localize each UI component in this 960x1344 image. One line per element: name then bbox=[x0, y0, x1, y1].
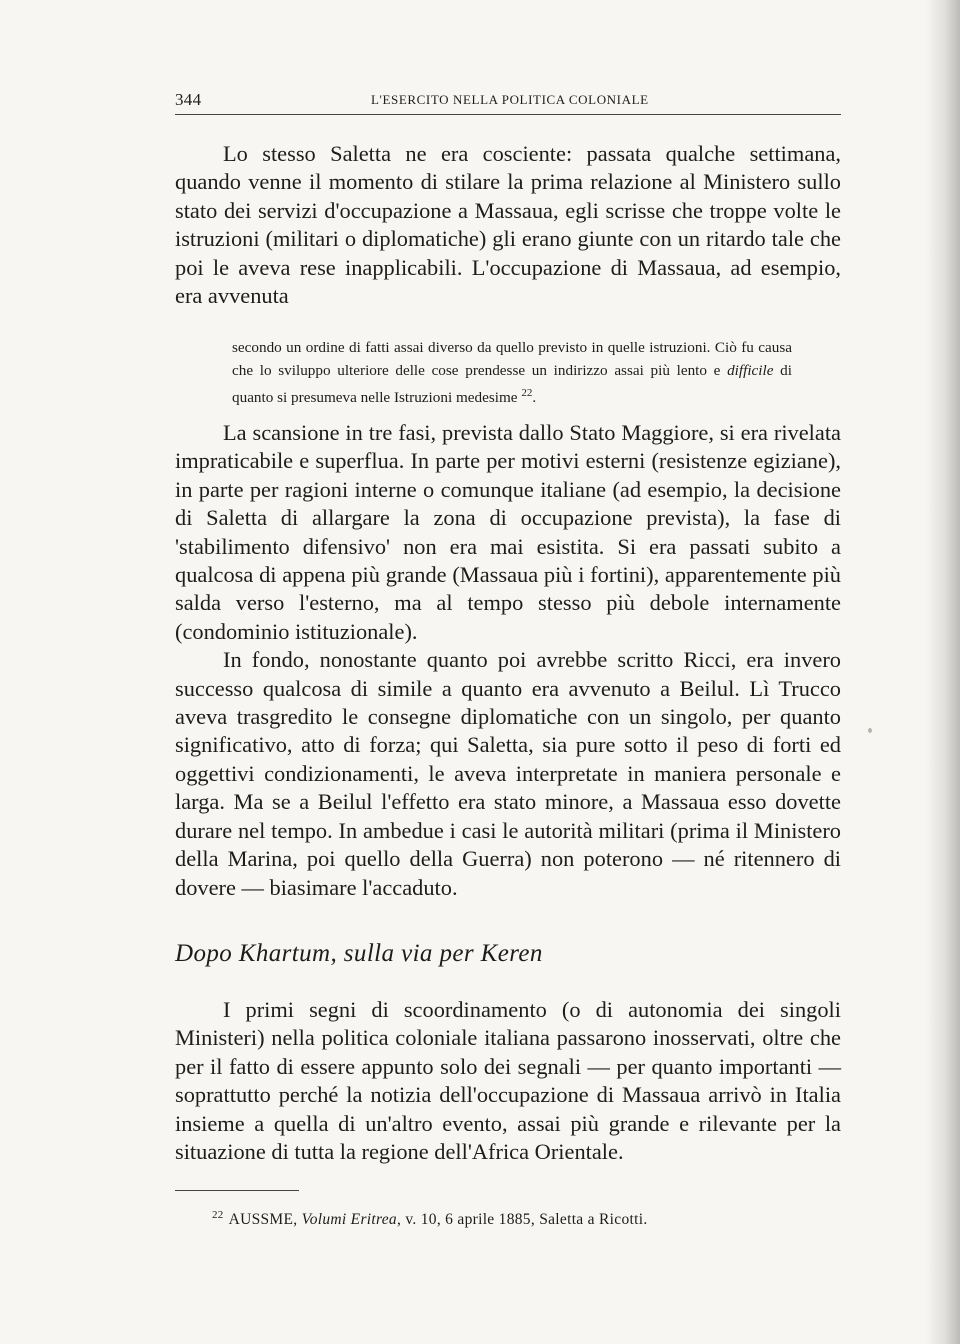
footnote-rule bbox=[175, 1190, 299, 1191]
paragraph-4: I primi segni di scoordinamento (o di autonomia dei singoli Ministeri) nella politica coloniale italiana passarono inosservati, oltre che per il fatto di essere appunto solo dei segnali — per quanto importanti — soprattutto perché la notizia dell'occupazione di Massaua arrivò in Italia insieme a quella di un'altro evento, assai più grande e rilevante per la situazione di tutta la regione dell'Africa Orientale. bbox=[175, 997, 841, 1165]
main-text-block bbox=[175, 419, 841, 902]
quote-end: . bbox=[532, 389, 537, 407]
footnote bbox=[212, 1204, 648, 1231]
page-number: 344 bbox=[175, 90, 202, 109]
paragraph-1: Lo stesso Saletta ne era cosciente: passata qualche settimana, quando venne il momento di stilare la prima relazione al Ministero sullo stato dei servizi d'occupazione a Massaua, egli scrisse che troppe volte le istruzioni (militari o diplomatiche) gli erano giunte con un ritardo tale che poi le aveva rese inapplicabili. L'occupazione di Massaua, ad esempio, era avvenuta bbox=[175, 141, 841, 309]
paragraph-3: In fondo, nonostante quanto poi avrebbe scritto Ricci, era invero successo qualcosa di simile a quanto era avvenuto a Beilul. Lì Trucco aveva trasgredito le consegne diplomatiche con un singolo, per quanto significativo, atto di forza; qui Saletta, sia pure sotto il peso di forti ed oggettivi condizionamenti, le aveva interpretate in maniera personale e larga. Ma se a Beilul l'effetto era stato minore, a Massaua esso dovette durare nel tempo. In ambedue i casi le autorità militari (prima il Ministero della Marina, poi quello della Guerra) non poterono — né ritennero di dovere — biasimare l'accaduto. bbox=[175, 647, 841, 900]
paragraph-4-block bbox=[175, 996, 841, 1166]
footnote-details: , v. 10, 6 aprile 1885, Saletta a Ricotti. bbox=[396, 1211, 648, 1229]
scan-speck bbox=[868, 728, 872, 733]
page-edge-shadow bbox=[926, 0, 960, 1344]
quote-text-after: di quanto si presumeva nelle Istruzioni medesime bbox=[232, 362, 792, 407]
paragraph-1-block bbox=[175, 140, 841, 310]
block-quote bbox=[232, 336, 792, 409]
footnote-reference: 22 bbox=[521, 387, 533, 399]
section-heading: Dopo Khartum, sulla via per Keren bbox=[175, 940, 543, 967]
footnote-title: Volumi Eritrea bbox=[301, 1211, 397, 1229]
running-title: L'ESERCITO NELLA POLITICA COLONIALE bbox=[371, 92, 649, 107]
quote-text-before: secondo un ordine di fatti assai diverso da quello previsto in quelle istruzioni. Ciò fu causa che lo sviluppo ulteriore delle cose prendesse un indirizzo assai più lento e bbox=[232, 339, 792, 379]
running-head bbox=[175, 90, 841, 115]
footnote-number: 22 bbox=[212, 1209, 224, 1221]
quote-emphasis: difficile bbox=[727, 362, 774, 379]
paragraph-2: La scansione in tre fasi, prevista dallo Stato Maggiore, si era rivelata impraticabile e superflua. In parte per motivi esterni (resistenze egiziane), in parte per ragioni interne o comunque italiane (ad esempio, la decisione di Saletta di allargare la zona di occupazione prevista), la fase di 'stabilimento difensivo' non era mai esistita. Si era passati subito a qualcosa di appena più grande (Massaua più i fortini), apparentemente più salda verso l'esterno, ma al tempo stesso più debole internamente (condominio istituzionale). bbox=[175, 420, 841, 644]
footnote-source: AUSSME, bbox=[228, 1211, 302, 1229]
